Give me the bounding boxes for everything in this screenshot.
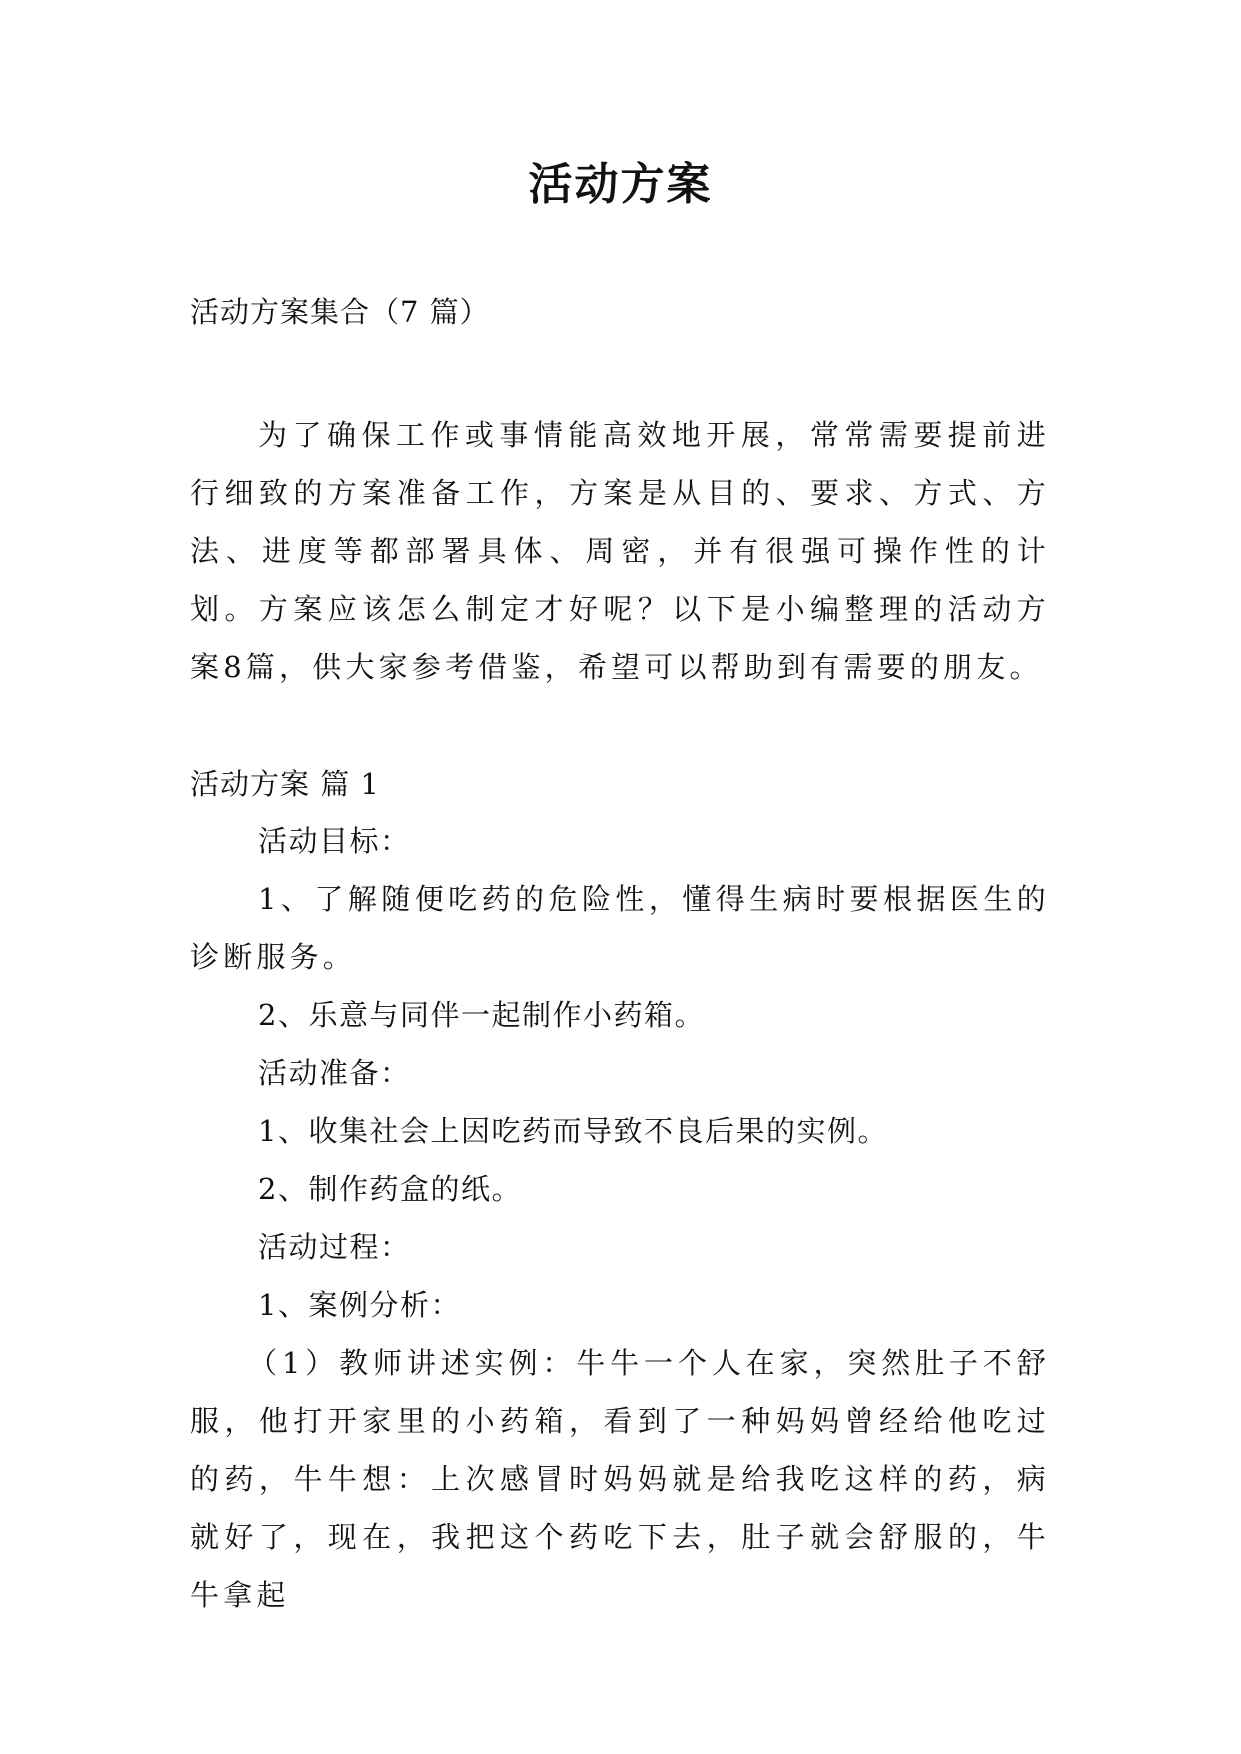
preparation-label: 活动准备： [258, 1056, 411, 1090]
section-heading: 活动方案 篇 1 [190, 767, 380, 801]
section-1 [190, 756, 1050, 1624]
case-paragraph: （1）教师讲述实例：牛牛一个人在家，突然肚子不舒服，他打开家里的小药箱，看到了一种妈妈曾经给他吃过的药，牛牛想：上次感冒时妈妈就是给我吃这样的药，病就好了，现在，我把这个药吃下去，肚子就会舒服的，牛牛拿起 [190, 1346, 1050, 1612]
intro-paragraph: 为了确保工作或事情能高效地开展，常常需要提前进行细致的方案准备工作，方案是从目的、要求、方式、方法、进度等都部署具体、周密，并有很强可操作性的计划。方案应该怎么制定才好呢？以下是小编整理的活动方案8篇，供大家参考借鉴，希望可以帮助到有需要的朋友。 [190, 418, 1050, 684]
goal-label: 活动目标： [258, 824, 411, 858]
collection-subtitle: 活动方案集合（7 篇） [190, 295, 490, 329]
process-item-1: 1、案例分析： [258, 1288, 461, 1322]
goal-item-2: 2、乐意与同伴一起制作小药箱。 [258, 998, 705, 1032]
process-label: 活动过程： [258, 1230, 411, 1264]
page-title: 活动方案 [528, 159, 713, 210]
preparation-item-2: 2、制作药盒的纸。 [258, 1172, 522, 1206]
preparation-item-1: 1、收集社会上因吃药而导致不良后果的实例。 [258, 1114, 888, 1148]
goal-item-1: 1、了解随便吃药的危险性，懂得生病时要根据医生的诊断服务。 [190, 882, 1050, 974]
